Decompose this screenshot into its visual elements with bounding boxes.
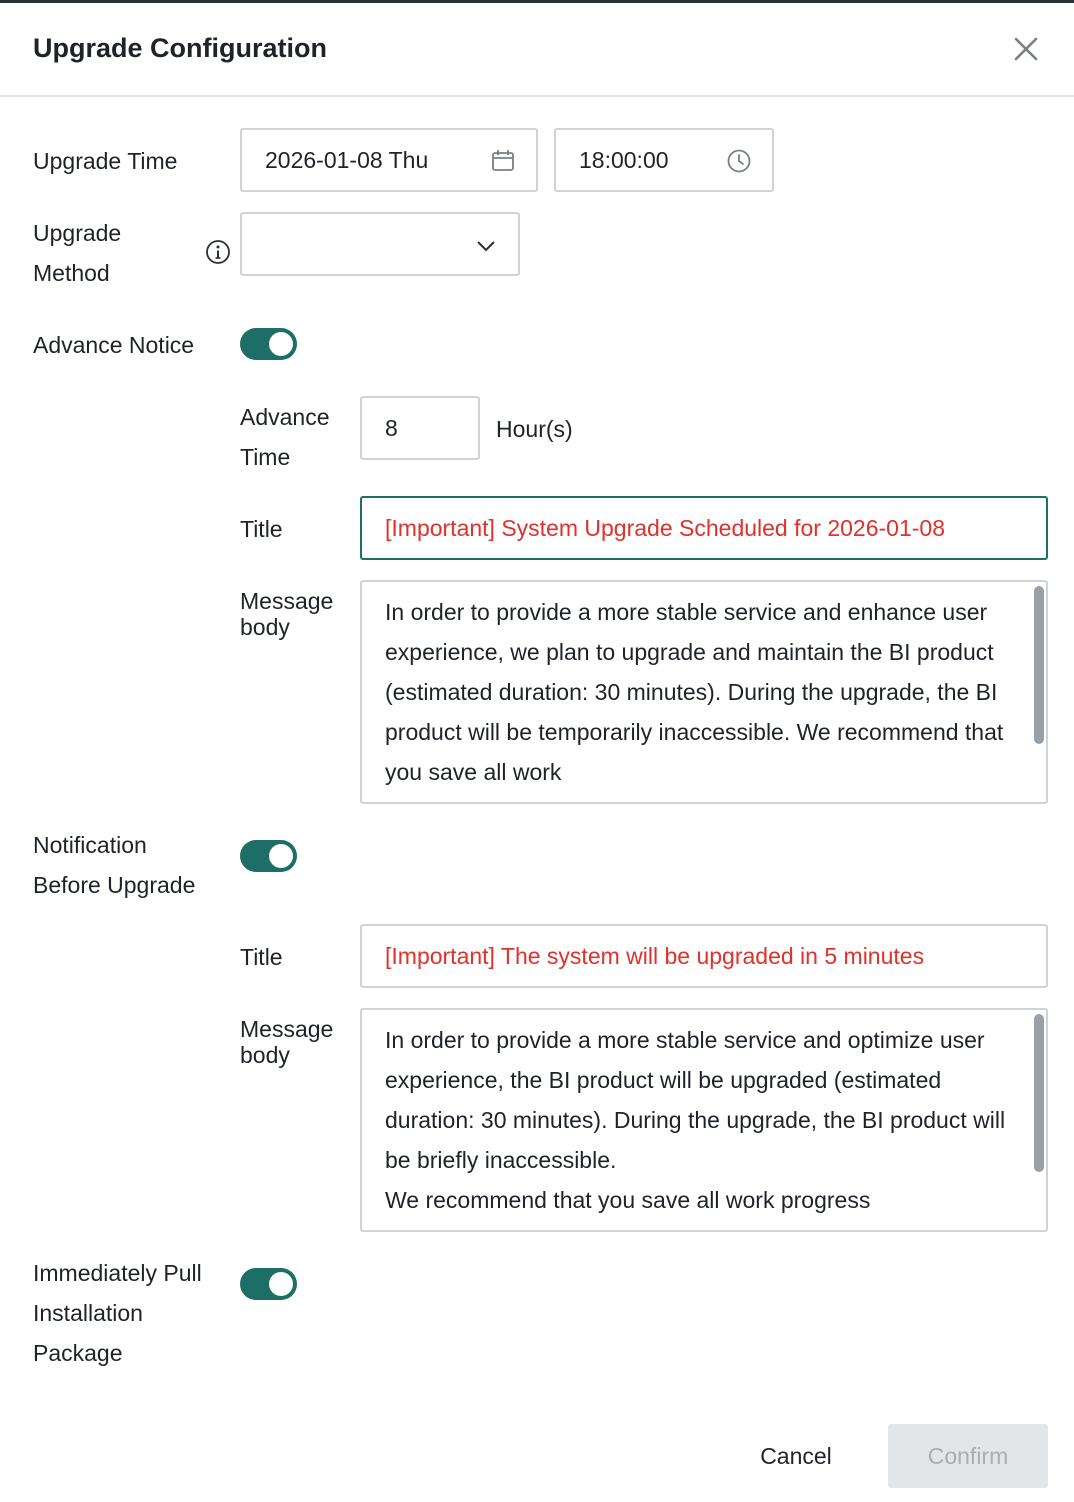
upgrade-time-label: Upgrade Time <box>33 148 178 174</box>
notification-title-label: Title <box>240 944 283 970</box>
upgrade-date-value: 2026-01-08 Thu <box>265 147 429 173</box>
advance-time-input[interactable] <box>360 396 480 460</box>
advance-message-text: In order to provide a more stable service and enhance user experience, we plan to upgrade and maintain the BI product (estimated duration: 30 minutes). During the upgrade, the BI product will be temporarily inaccessible. We recommend that you save all work <box>385 599 1010 785</box>
scrollbar[interactable] <box>1034 586 1044 744</box>
advance-time-label-line1: Advance <box>240 404 330 430</box>
advance-message-label-line2: body <box>240 614 290 640</box>
dialog-header <box>0 3 1074 97</box>
notification-message-text: In order to provide a more stable service and optimize user experience, the BI product will be upgraded (estimated duration: 30 minutes). During the upgrade, the BI product will be briefly inaccessible. We recommend that you save all work progress <box>385 1027 1006 1213</box>
immediately-pull-label <box>33 1253 202 1373</box>
advance-title-label: Title <box>240 516 283 542</box>
scrollbar[interactable] <box>1034 1014 1044 1172</box>
advance-notice-label: Advance Notice <box>33 332 195 358</box>
advance-time-value: 8 <box>385 415 398 441</box>
upgrade-time-value: 18:00:00 <box>579 147 669 173</box>
upgrade-method-label-line1: Upgrade <box>33 220 122 246</box>
chevron-down-icon <box>474 234 498 263</box>
upgrade-method-label-line2: Method <box>33 260 110 286</box>
upgrade-date-picker[interactable] <box>240 128 538 192</box>
notification-message-label-line2: body <box>240 1042 290 1068</box>
upgrade-method-label <box>33 213 121 293</box>
advance-message-textarea[interactable] <box>360 580 1048 804</box>
dialog-title: Upgrade Configuration <box>33 33 327 63</box>
notification-before-upgrade-label <box>33 825 195 905</box>
notification-title-value: [Important] The system will be upgraded in 5 minutes <box>385 943 925 969</box>
toggle-knob <box>269 332 293 356</box>
upgrade-method-select[interactable] <box>240 212 520 276</box>
immediately-pull-toggle[interactable] <box>240 1268 297 1300</box>
notification-label-line1: Notification <box>33 832 147 858</box>
immediately-pull-label-line1: Immediately Pull <box>33 1260 202 1286</box>
cancel-button[interactable]: Cancel <box>760 1443 832 1469</box>
notification-message-textarea[interactable] <box>360 1008 1048 1232</box>
advance-time-label <box>240 397 330 477</box>
notification-before-upgrade-toggle[interactable] <box>240 840 297 872</box>
advance-time-unit: Hour(s) <box>496 416 573 442</box>
immediately-pull-label-line3: Package <box>33 1340 123 1366</box>
advance-message-label-line1: Message <box>240 588 334 614</box>
advance-title-value: [Important] System Upgrade Scheduled for 2026-01-08 <box>385 515 945 541</box>
info-icon[interactable] <box>205 239 231 270</box>
immediately-pull-label-line2: Installation <box>33 1300 143 1326</box>
confirm-button[interactable]: Confirm <box>888 1424 1048 1488</box>
upgrade-time-picker[interactable] <box>554 128 774 192</box>
close-icon[interactable] <box>1008 31 1044 67</box>
toggle-knob <box>269 1272 293 1296</box>
advance-time-label-line2: Time <box>240 444 291 470</box>
notification-message-label <box>240 1009 333 1075</box>
notification-message-label-line1: Message <box>240 1016 334 1042</box>
toggle-knob <box>269 844 293 868</box>
advance-notice-toggle[interactable] <box>240 328 297 360</box>
advance-message-label <box>240 581 333 647</box>
clock-icon <box>726 148 752 179</box>
calendar-icon <box>490 148 516 179</box>
advance-title-input[interactable] <box>360 496 1048 560</box>
notification-label-line2: Before Upgrade <box>33 872 196 898</box>
notification-title-input[interactable] <box>360 924 1048 988</box>
